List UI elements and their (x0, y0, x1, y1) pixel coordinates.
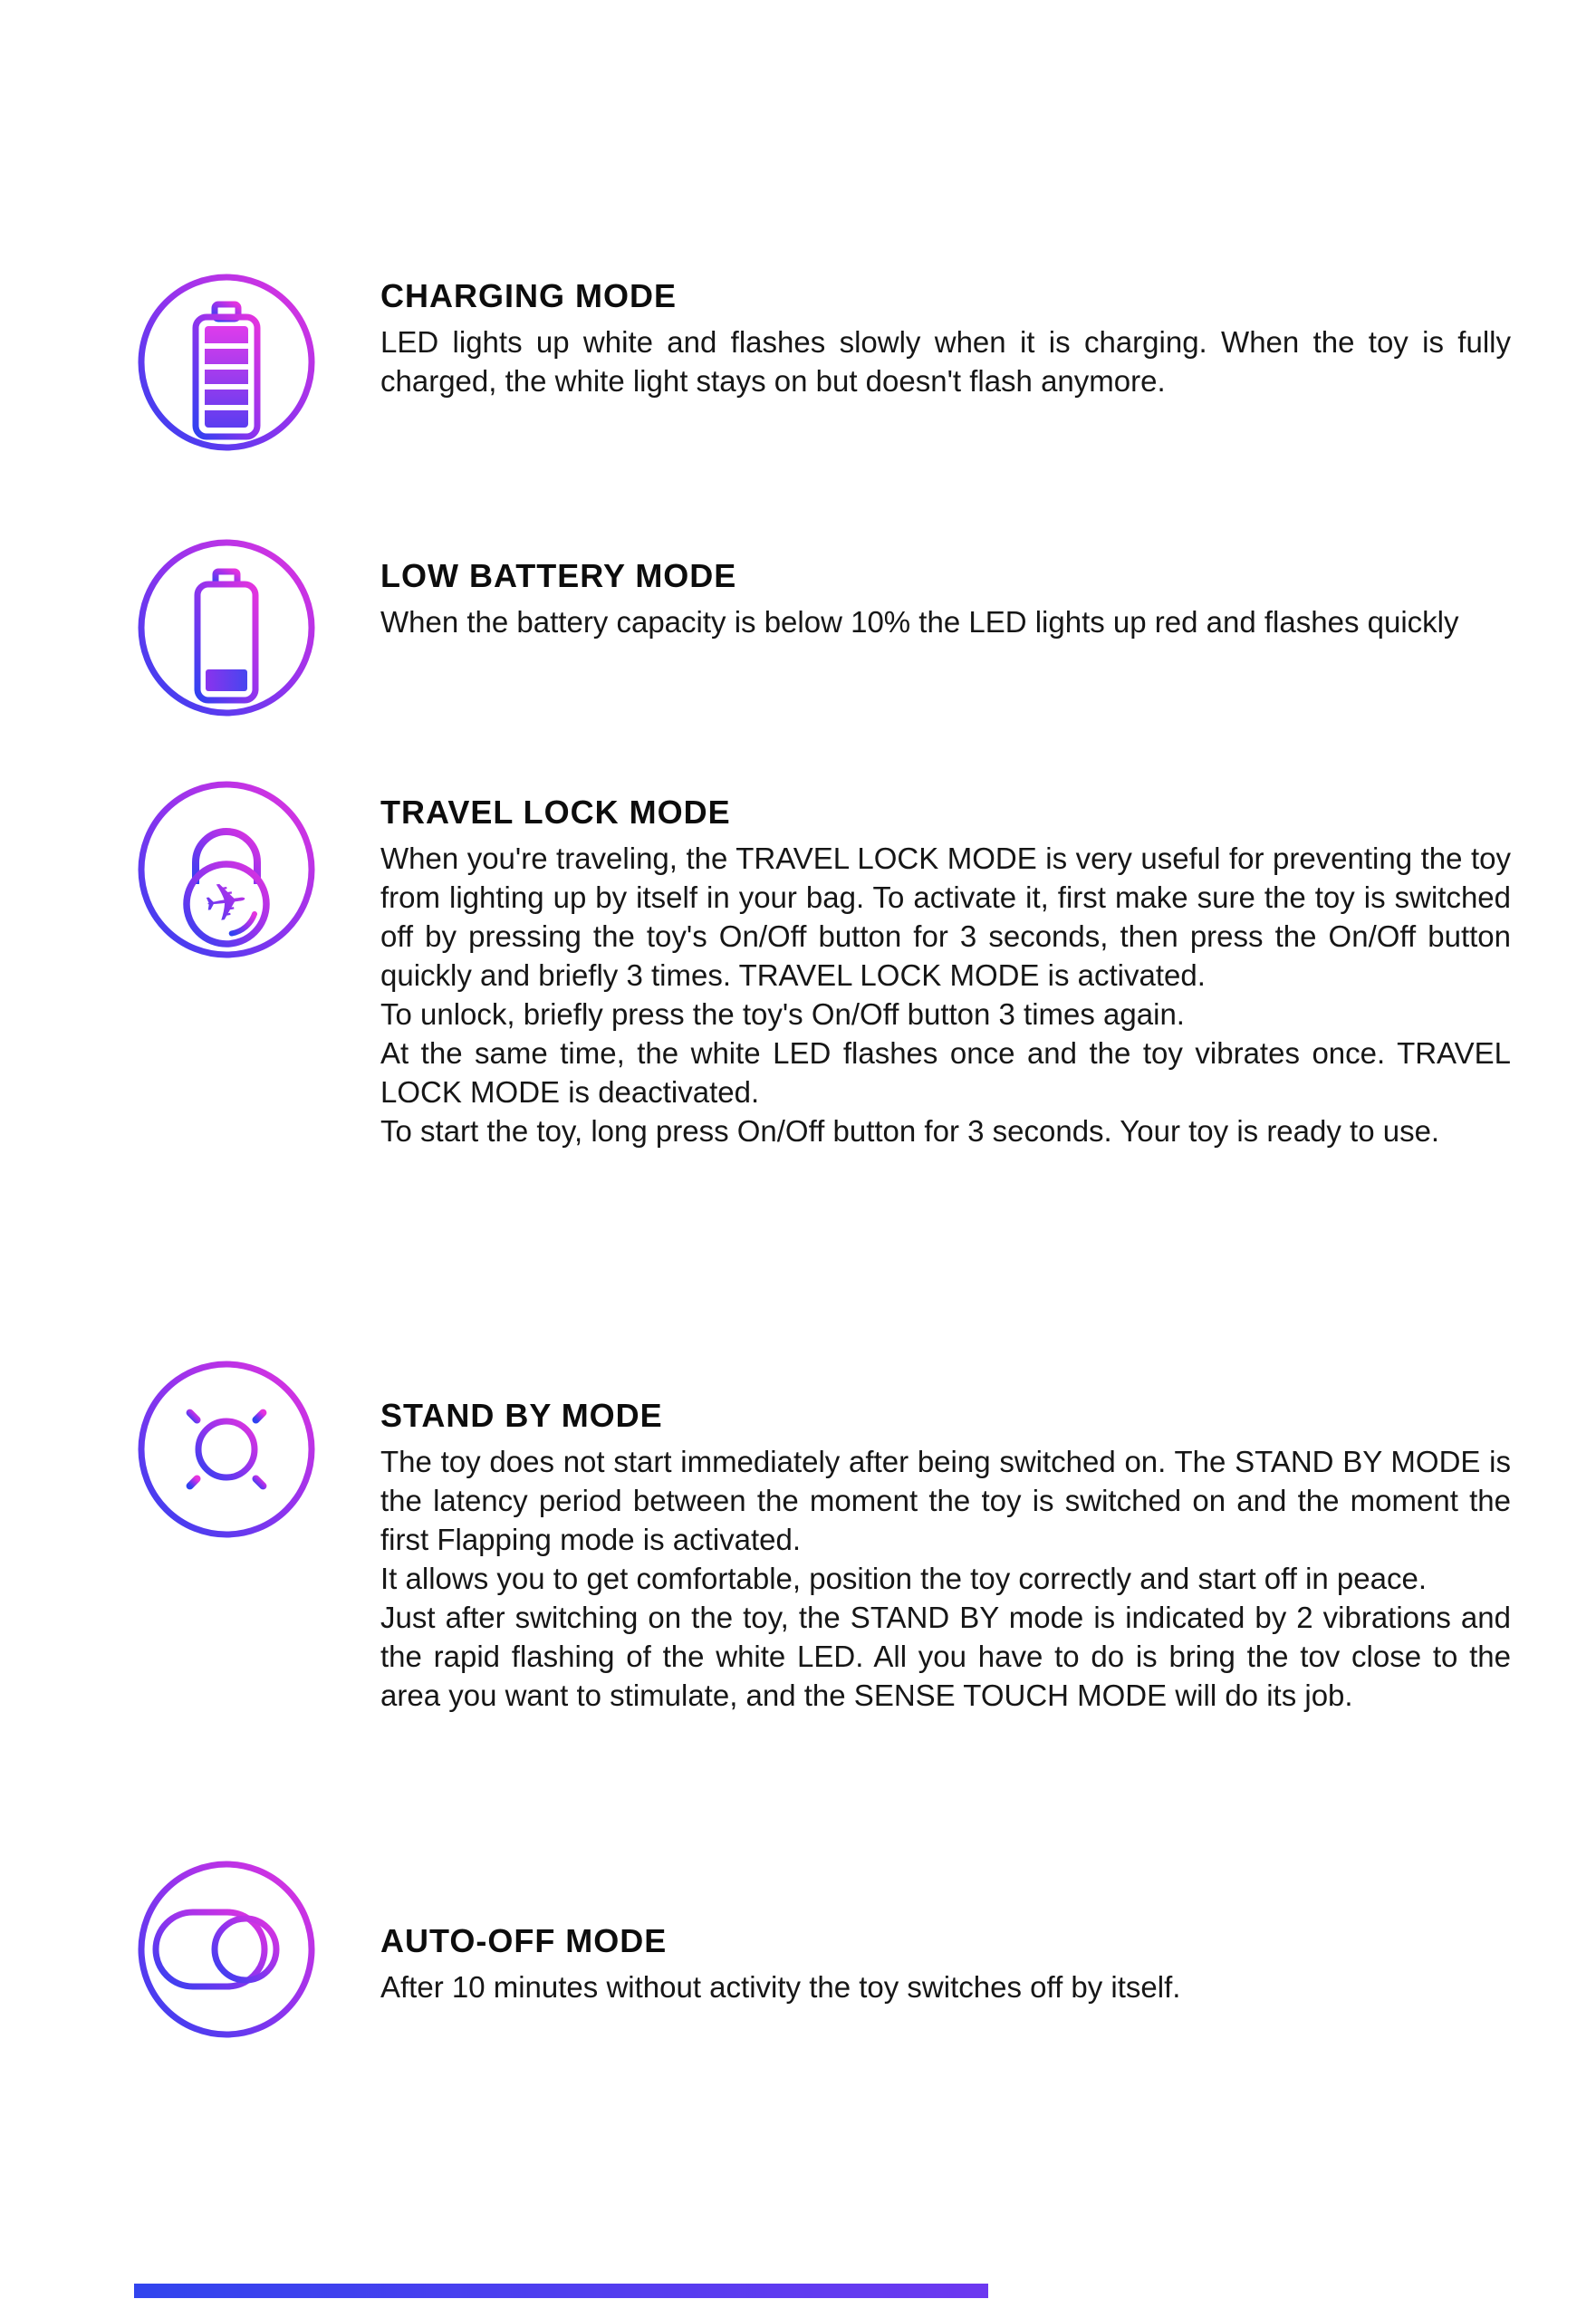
section-paragraph: To start the toy, long press On/Off button for 3 seconds. Your toy is ready to use. (380, 1114, 1440, 1149)
footer-accent-bar (134, 2284, 988, 2298)
travel-lock-icon (136, 779, 317, 960)
toggle-switch-icon (136, 1859, 317, 2040)
section-paragraph: When the battery capacity is below 10% the LED lights up red and flashes quickly (380, 605, 1459, 640)
section-charging-mode (136, 272, 1511, 453)
section-paragraph: It allows you to get comfortable, position the toy correctly and start off in peace. (380, 1562, 1427, 1596)
section-travel-lock-mode (136, 779, 1511, 1150)
section-paragraph: To unlock, briefly press the toy's On/Off button 3 times again. (380, 997, 1185, 1032)
battery-full-icon (136, 272, 317, 453)
battery-low-icon (136, 537, 317, 718)
section-title: CHARGING MODE (380, 277, 677, 314)
section-low-battery-mode (136, 537, 1511, 718)
svg-text:✈: ✈ (199, 868, 253, 937)
section-title: TRAVEL LOCK MODE (380, 794, 731, 831)
section-paragraph: At the same time, the white LED flashes once and the toy vibrates once. TRAVEL LOCK MODE is deactivated. (380, 1036, 1511, 1110)
section-auto-off-mode (136, 1859, 1511, 2040)
section-paragraph: When you're traveling, the TRAVEL LOCK MODE is very useful for preventing the toy from lighting up by itself in your bag. To activate it, first make sure the toy is switched off by pressing the toy's On/Off button for 3 seconds, then press the On/Off button quickly and briefly 3 times. TRAVEL LOCK MODE is activated. (380, 842, 1511, 993)
section-paragraph: LED lights up white and flashes slowly when it is charging. When the toy is fully charged, the white light stays on but doesn't flash anymore. (380, 325, 1511, 399)
section-title: AUTO-OFF MODE (380, 1922, 668, 1959)
section-paragraph: The toy does not start immediately after being switched on. The STAND BY MODE is the latency period between the moment the toy is switched on and the moment the first Flapping mode is activated. (380, 1445, 1511, 1557)
section-stand-by-mode (136, 1359, 1511, 1715)
section-title: LOW BATTERY MODE (380, 557, 737, 594)
section-title: STAND BY MODE (380, 1397, 663, 1434)
standby-sun-icon (136, 1359, 317, 1540)
section-paragraph: Just after switching on the toy, the STAND BY mode is indicated by 2 vibrations and the rapid flashing of the white LED. All you have to do is bring the tov close to the area you want to stimulate, and the SENSE TOUCH MODE will do its job. (380, 1601, 1511, 1713)
section-paragraph: After 10 minutes without activity the toy switches off by itself. (380, 1970, 1181, 2005)
